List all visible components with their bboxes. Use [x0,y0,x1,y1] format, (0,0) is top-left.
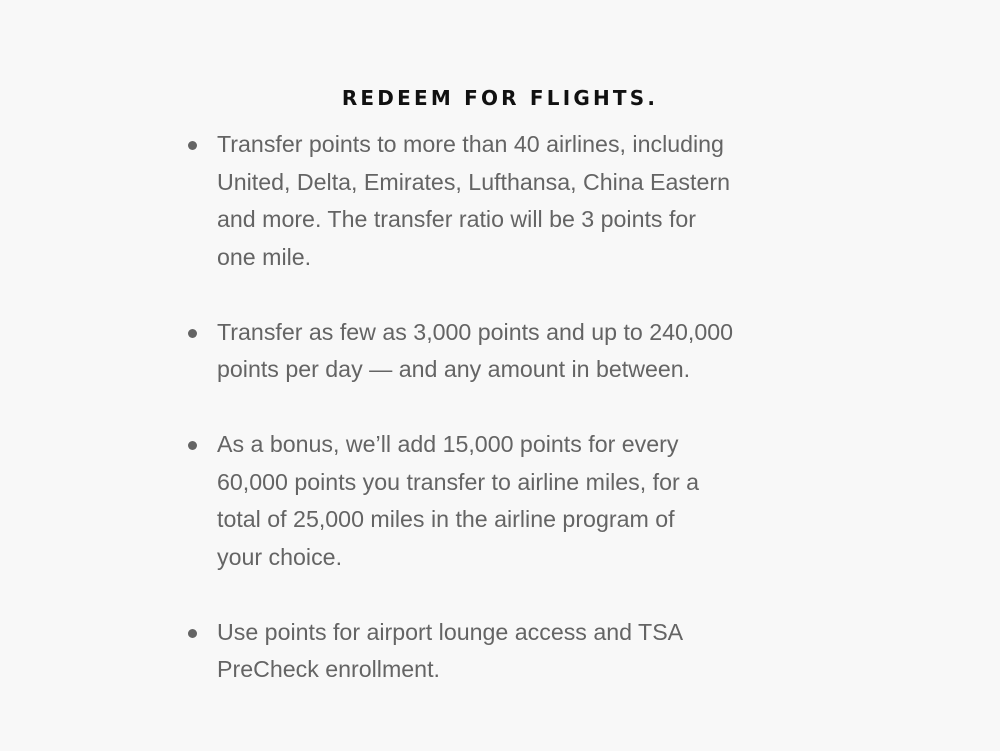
list-item [187,126,827,276]
list-item-text: your choice. [217,543,343,570]
list-item-text: 60,000 points you transfer to airline miles, for a [217,468,700,495]
benefits-list [187,126,827,726]
list-item-text: total of 25,000 miles in the airline program of [217,506,675,532]
bullet-icon [188,141,197,150]
list-item-text: Use points for airport lounge access and TSA [217,618,684,645]
list-item-text: points per day — and any amount in between. [217,356,691,382]
list-item-text: one mile. [217,243,312,270]
bullet-icon [188,329,197,338]
list-item-text: and more. The transfer ratio will be 3 points for [217,206,697,232]
list-item-text: PreCheck enrollment. [217,656,440,682]
section-heading: REDEEM FOR FLIGHTS. [341,85,659,110]
list-item [187,614,827,689]
list-item-text: Transfer points to more than 40 airlines, including [217,131,724,157]
list-item [187,426,827,576]
bullet-icon [188,629,197,638]
list-item-text: Transfer as few as 3,000 points and up to 240,000 [217,318,734,345]
bullet-icon [188,441,197,450]
list-item-text: As a bonus, we’ll add 15,000 points for every [217,431,679,457]
list-item [187,314,827,389]
list-item-text: United, Delta, Emirates, Lufthansa, China Eastern [217,168,730,195]
